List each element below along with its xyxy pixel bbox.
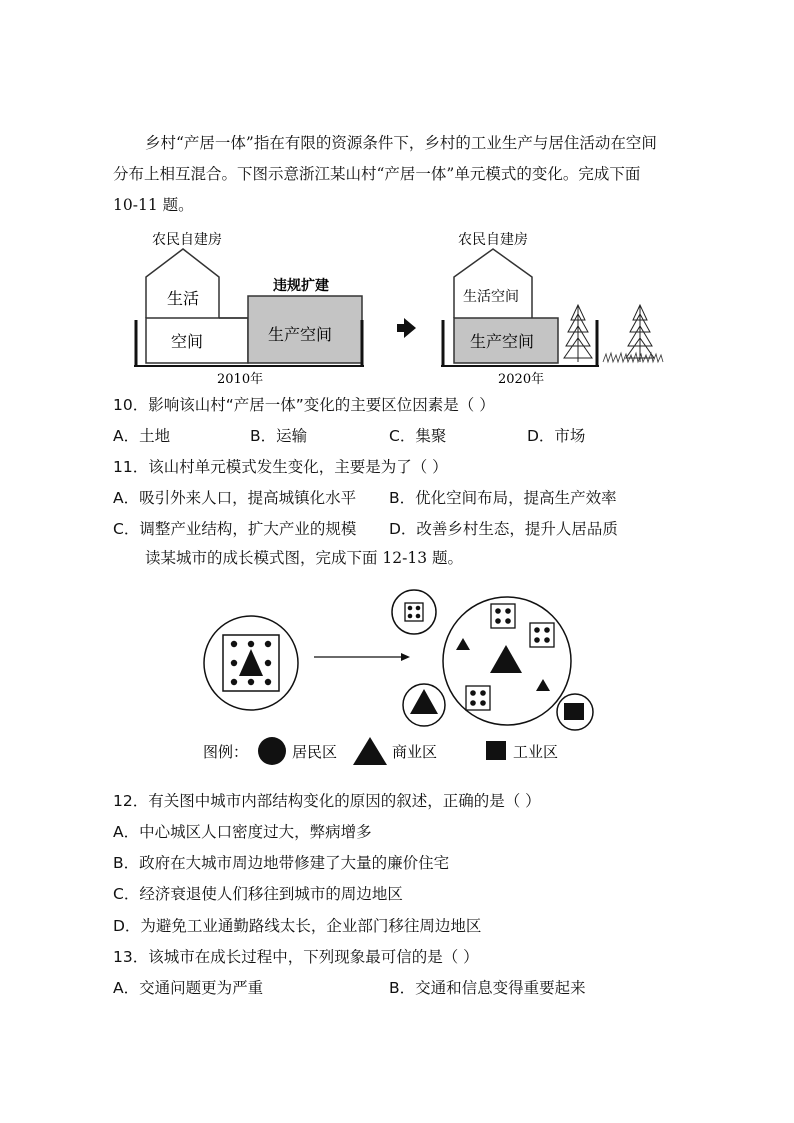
q13-option-a[interactable]: A．交通问题更为严重 xyxy=(113,979,264,997)
legend-industrial: 工业区 xyxy=(513,743,559,761)
q12-stem: 12．有关图中城市内部结构变化的原因的叙述，正确的是（ ） xyxy=(113,792,541,810)
q10-option-c[interactable]: C．集聚 xyxy=(389,427,447,445)
q11-stem: 11．该山村单元模式发生变化，主要是为了（ ） xyxy=(113,458,448,476)
city-growth-figure xyxy=(195,580,605,770)
tree-icon xyxy=(626,305,654,362)
illegal-expansion-label: 违规扩建 xyxy=(273,278,329,294)
tree-icon xyxy=(564,305,592,362)
legend-residential-icon xyxy=(258,737,286,765)
rural-unit-figure xyxy=(125,225,685,390)
q10-option-d[interactable]: D．市场 xyxy=(527,427,586,445)
q11-option-d[interactable]: D．改善乡村生态，提升人居品质 xyxy=(389,520,618,538)
house-label-2010: 农民自建房 xyxy=(152,232,222,248)
legend-commercial: 商业区 xyxy=(392,743,438,761)
q10-stem: 10．影响该山村“产居一体”变化的主要区位因素是（ ） xyxy=(113,396,495,414)
legend-commercial-icon xyxy=(353,737,387,765)
legend-title: 图例： xyxy=(203,743,249,761)
intro-line-2: 分布上相互混合。下图示意浙江某山村“产居一体”单元模式的变化。完成下面 xyxy=(113,165,641,183)
q12-option-a[interactable]: A．中心城区人口密度过大，弊病增多 xyxy=(113,823,372,841)
q11-option-a[interactable]: A．吸引外来人口，提高城镇化水平 xyxy=(113,489,357,507)
space-label-2010: 空间 xyxy=(171,332,204,351)
q12-option-d[interactable]: D．为避免工业通勤路线太长，企业部门移往周边地区 xyxy=(113,917,482,935)
q10-option-b[interactable]: B．运输 xyxy=(250,427,308,445)
production-label-2020: 生产空间 xyxy=(470,332,535,351)
year-2020: 2020年 xyxy=(498,372,545,387)
q13-stem: 13．该城市在成长过程中，下列现象最可信的是（ ） xyxy=(113,948,479,966)
q11-option-c[interactable]: C．调整产业结构，扩大产业的规模 xyxy=(113,520,357,538)
intro-line-1: 乡村“产居一体”指在有限的资源条件下，乡村的工业生产与居住活动在空间 xyxy=(145,134,657,152)
year-2010: 2010年 xyxy=(217,372,264,387)
house-label-2020: 农民自建房 xyxy=(458,232,528,248)
intro-line-3: 10-11 题。 xyxy=(113,196,194,214)
legend-industrial-icon xyxy=(486,741,506,760)
q11-option-b[interactable]: B．优化空间布局，提高生产效率 xyxy=(389,489,617,507)
production-label-2010: 生产空间 xyxy=(268,325,333,344)
living-label-2010: 生活 xyxy=(167,289,200,308)
living-label-2020: 生活空间 xyxy=(463,289,519,305)
q12-option-b[interactable]: B．政府在大城市周边地带修建了大量的廉价住宅 xyxy=(113,854,450,872)
legend-residential: 居民区 xyxy=(292,743,338,761)
change-arrow-icon xyxy=(397,318,416,338)
q12-option-c[interactable]: C．经济衰退使人们移往到城市的周边地区 xyxy=(113,885,403,903)
q10-option-a[interactable]: A．土地 xyxy=(113,427,171,445)
intro-2: 读某城市的成长模式图，完成下面 12-13 题。 xyxy=(145,549,464,567)
q13-option-b[interactable]: B．交通和信息变得重要起来 xyxy=(389,979,586,997)
